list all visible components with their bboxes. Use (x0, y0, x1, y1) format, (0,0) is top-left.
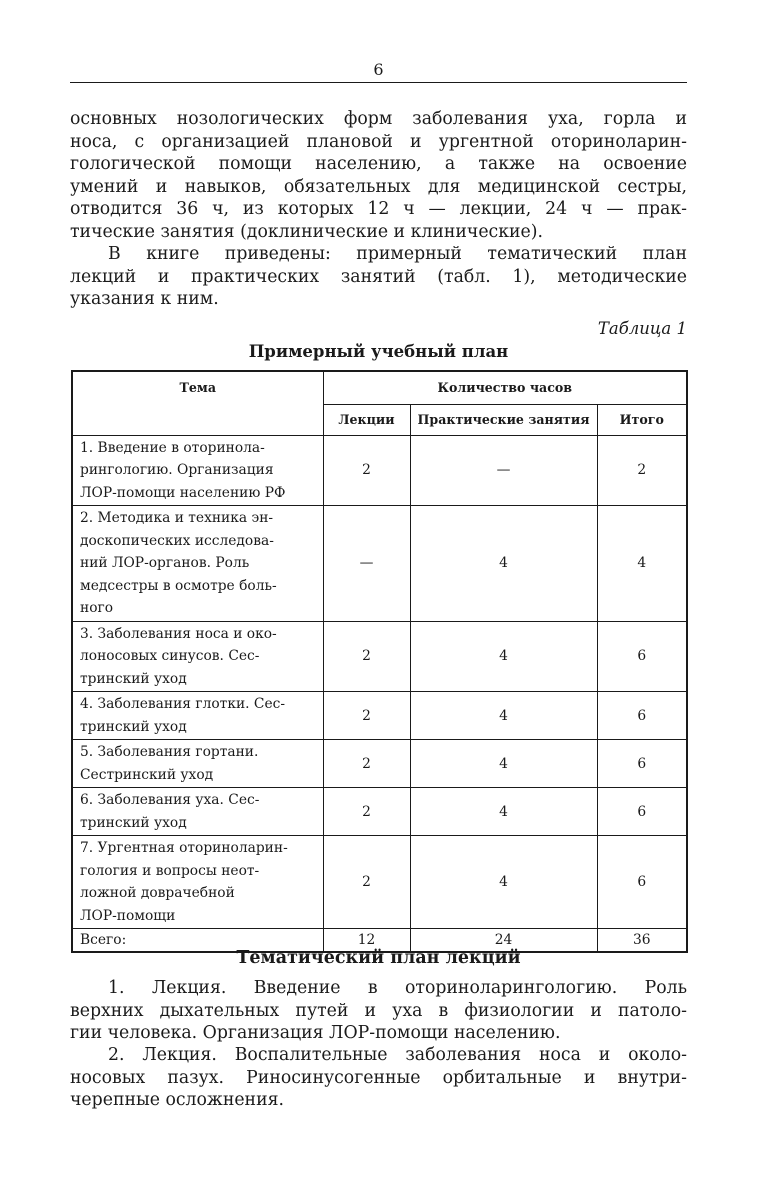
table-row (72, 740, 687, 788)
intro-paragraph (70, 108, 687, 243)
row-lectures: 2 (323, 621, 410, 692)
totals-lectures: 12 (323, 929, 410, 953)
topic-line: ний ЛОР-органов. Роль (80, 555, 250, 571)
text-line: верхних дыхательных путей и уха в физиологии и патоло- (70, 1000, 687, 1021)
row-total: 6 (597, 621, 687, 692)
table-row (72, 506, 687, 622)
text-line: гии человека. Организация ЛОР-помощи населению. (70, 1023, 561, 1043)
topic-line: 1. Введение в оторинола- (80, 439, 265, 456)
text-line: черепные осложнения. (70, 1090, 284, 1110)
table-caption: Таблица 1 (597, 319, 687, 338)
row-topic (72, 506, 323, 622)
table-row (72, 621, 687, 692)
text-line: отводится 36 ч, из которых 12 ч — лекции, 24 ч — прак- (70, 199, 687, 219)
text-line: носа, с организацией плановой и ургентной оториноларин- (70, 131, 687, 152)
totals-practice: 24 (410, 929, 597, 953)
row-total: 6 (597, 692, 687, 740)
text-line: тические занятия (доклинические и клинические). (70, 221, 544, 242)
header-topic: Тема (72, 371, 323, 435)
row-total: 4 (597, 506, 687, 622)
row-practice: 4 (410, 692, 597, 740)
row-lectures: 2 (323, 435, 410, 506)
page-number: 6 (373, 60, 384, 79)
header-total: Итого (597, 404, 687, 435)
topic-line: тринский уход (80, 670, 187, 687)
row-lectures: — (323, 506, 410, 622)
topic-line: тринский уход (80, 718, 187, 735)
header-hours: Количество часов (323, 371, 687, 404)
topic-line: ного (80, 600, 114, 616)
lecture-2-paragraph (70, 1044, 687, 1112)
totals-total: 36 (597, 929, 687, 953)
study-plan-table (71, 370, 688, 953)
row-topic (72, 740, 323, 788)
row-total: 6 (597, 788, 687, 836)
lectures-section-title: Тематический план лекций (236, 948, 521, 968)
row-lectures: 2 (323, 836, 410, 929)
topic-line: 6. Заболевания уха. Сес- (80, 792, 260, 808)
topic-line: 3. Заболевания носа и око- (80, 625, 277, 642)
row-practice: 4 (410, 740, 597, 788)
row-practice: 4 (410, 836, 597, 929)
text-line: 1. Лекция. Введение в оториноларингологию. Роль (108, 978, 687, 998)
table-row (72, 692, 687, 740)
row-lectures: 2 (323, 788, 410, 836)
row-practice: — (410, 435, 597, 506)
topic-line: 7. Ургентная оториноларин- (80, 840, 288, 856)
topic-line: 4. Заболевания глотки. Сес- (80, 696, 286, 712)
row-total: 6 (597, 836, 687, 929)
text-line: гологической помощи населению, а также на освоение (70, 154, 687, 174)
topic-line: гология и вопросы неот- (80, 862, 260, 879)
row-topic (72, 435, 323, 506)
row-lectures: 2 (323, 740, 410, 788)
text-line: В книге приведены: примерный тематический план (108, 244, 687, 264)
row-practice: 4 (410, 788, 597, 836)
row-topic (72, 788, 323, 836)
lecture-1-paragraph (70, 977, 687, 1045)
table-row (72, 788, 687, 836)
topic-line: рингологию. Организация (80, 462, 274, 478)
topic-line: тринский уход (80, 814, 187, 831)
row-lectures: 2 (323, 692, 410, 740)
row-topic (72, 692, 323, 740)
table-header-row (72, 371, 687, 404)
topic-line: ЛОР-помощи населению РФ (80, 484, 286, 501)
table-title: Примерный учебный план (248, 342, 509, 361)
row-total: 2 (597, 435, 687, 506)
topic-line: 5. Заболевания гортани. (80, 744, 259, 760)
topic-line: ложной доврачебной (80, 885, 235, 901)
totals-label: Всего: (72, 929, 323, 953)
row-total: 6 (597, 740, 687, 788)
header-lectures: Лекции (323, 404, 410, 435)
topic-line: ЛОР-помощи (80, 907, 176, 924)
topic-line: доскопических исследова- (80, 532, 274, 549)
topic-line: медсестры в осмотре боль- (80, 577, 277, 594)
row-practice: 4 (410, 621, 597, 692)
topic-line: 2. Методика и техника эн- (80, 510, 274, 526)
header-practice: Практические занятия (410, 404, 597, 435)
text-line: указания к ним. (70, 289, 219, 309)
row-topic (72, 621, 323, 692)
table-row (72, 836, 687, 929)
row-practice: 4 (410, 506, 597, 622)
text-line: лекций и практических занятий (табл. 1), методические (70, 266, 687, 287)
text-line: носовых пазух. Риносинусогенные орбитальные и внутри- (70, 1067, 687, 1088)
table-row (72, 435, 687, 506)
text-line: 2. Лекция. Воспалительные заболевания носа и около- (108, 1045, 687, 1065)
text-line: умений и навыков, обязательных для медицинской сестры, (70, 176, 687, 197)
header-rule (70, 82, 687, 83)
text-line: основных нозологических форм заболевания уха, горла и (70, 109, 687, 129)
topic-line: Сестринский уход (80, 766, 214, 783)
topic-line: лоносовых синусов. Сес- (80, 648, 260, 664)
book-paragraph (70, 243, 687, 311)
row-topic (72, 836, 323, 929)
